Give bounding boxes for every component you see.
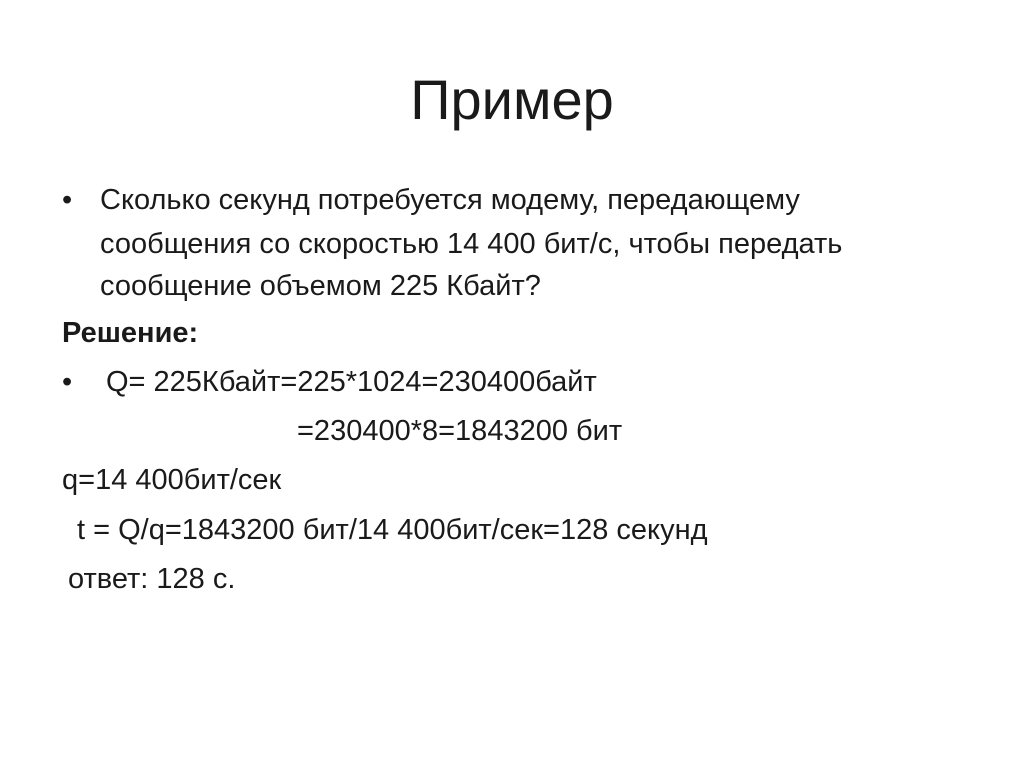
solution-label: Решение: (62, 317, 199, 349)
question-line-1: Сколько секунд потребуется модему, передающему (100, 184, 800, 216)
slide-title: Пример (410, 68, 614, 131)
calc-line-2: =230400*8=1843200 бит (297, 415, 623, 447)
question-line-2: сообщения со скоростью 14 400 бит/с, чтобы передать (100, 228, 843, 260)
calc-bullet: • (62, 366, 73, 398)
speed-line: q=14 400бит/сек (62, 464, 282, 496)
answer-line: ответ: 128 с. (68, 563, 236, 595)
question-bullet: • (62, 184, 73, 216)
question-line-3: сообщение объемом 225 Кбайт? (100, 270, 541, 302)
calc-line-1: Q= 225Кбайт=225*1024=230400байт (106, 366, 597, 398)
time-line: t = Q/q=1843200 бит/14 400бит/сек=128 секунд (77, 514, 708, 546)
